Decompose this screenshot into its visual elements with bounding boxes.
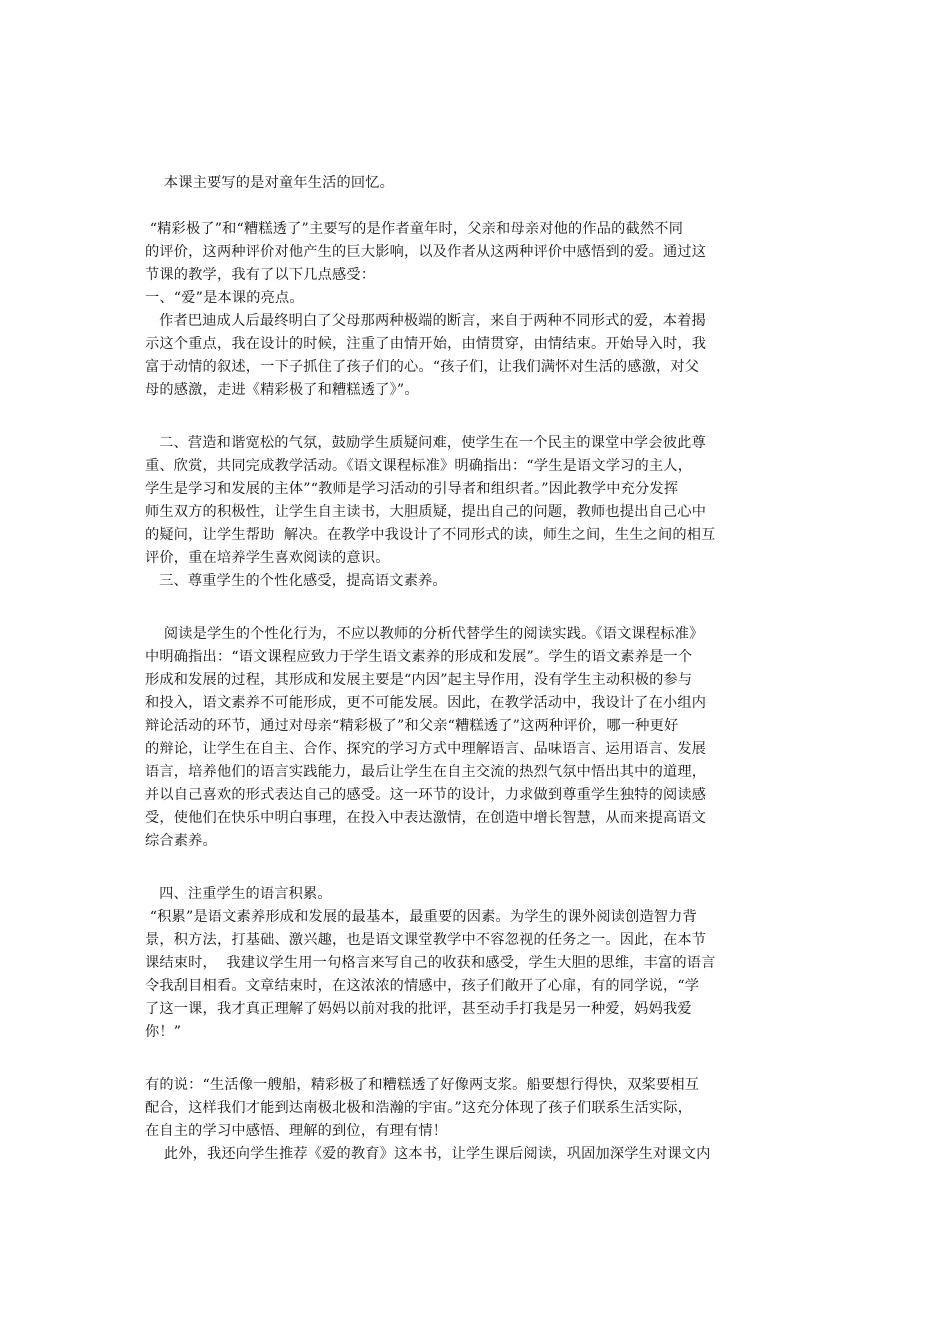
text-line: 的疑问，让学生帮助 解决。在教学中我设计了不同形式的读，师生之间，生生之间的相互 bbox=[145, 527, 716, 543]
text-line: 重、欣赏，共同完成教学活动。《语文课程标准》明确指出：“学生是语文学习的主人， bbox=[145, 458, 693, 474]
text-line: 作者巴迪成人后最终明白了父母那两种极端的断言，来自于两种不同形式的爱，本着揭 bbox=[145, 313, 706, 329]
text-line: 评价，重在培养学生喜欢阅读的意识。 bbox=[145, 550, 390, 566]
section-1-heading bbox=[145, 287, 810, 310]
paragraph-gap bbox=[145, 402, 810, 432]
quote-paragraph bbox=[145, 1074, 810, 1143]
text-line: 的辩论，让学生在自主、合作、探究的学习方式中理解语言、品味语言、运用语言、发展 bbox=[145, 741, 707, 757]
text-line: 和投入，语文素养不可能形成，更不可能发展。因此，在教学活动中，我设计了在小组内 bbox=[145, 695, 707, 711]
section-1-body bbox=[145, 310, 810, 402]
section-3-body bbox=[145, 623, 810, 853]
section-3-heading bbox=[145, 570, 810, 593]
section-4-body bbox=[145, 906, 810, 1044]
intro-paragraph bbox=[145, 172, 810, 195]
text-line: 有的说：“生活像一艘船，精彩极了和糟糕透了好像两支浆。船要想行得快，双桨要相互 bbox=[145, 1077, 700, 1093]
text-line: 阅读是学生的个性化行为，不应以教师的分析代替学生的阅读实践。《语文课程标准》 bbox=[145, 626, 704, 642]
text-line: 节课的教学，我有了以下几点感受： bbox=[145, 267, 376, 283]
paragraph-gap bbox=[145, 195, 810, 218]
text-line: 四、注重学生的语言积累。 bbox=[145, 886, 332, 902]
text-line: 在自主的学习中感悟、理解的到位，有理有情！ bbox=[145, 1123, 448, 1139]
text-line: 了这一课，我才真正理解了妈妈以前对我的批评，甚至动手打我是另一种爱，妈妈我爱 bbox=[145, 1001, 692, 1017]
text-line: 此外，我还向学生推荐《爱的教育》这本书，让学生课后阅读，巩固加深学生对课文内 bbox=[145, 1146, 711, 1162]
text-line: 景，积方法，打基础、激兴趣，也是语文课堂教学中不容忽视的任务之一。因此，在本节 bbox=[145, 932, 707, 948]
text-line: 综合素养。 bbox=[145, 833, 217, 849]
document-body bbox=[145, 172, 810, 1166]
text-line: 形成和发展的过程，其形成和发展主要是“内因”起主导作用，没有学生主动积极的参与 bbox=[145, 672, 693, 688]
paragraph-gap bbox=[145, 593, 810, 623]
paragraph-evaluation-summary bbox=[145, 218, 810, 287]
text-line: 一、“爱”是本课的亮点。 bbox=[145, 290, 304, 306]
text-line: “积累”是语文素养形成和发展的最基本，最重要的因素。为学生的课外阅读创造智力背 bbox=[145, 909, 697, 925]
text-line: 受，使他们在快乐中明白事理，在投入中表达激情，在创造中增长智慧，从而来提高语文 bbox=[145, 810, 707, 826]
text-line: 师生双方的积极性，让学生自主读书，大胆质疑，提出自己的问题，教师也提出自己心中 bbox=[145, 504, 707, 520]
text-line: 本课主要写的是对童年生活的回忆。 bbox=[145, 175, 395, 191]
text-line: 的评价，这两种评价对他产生的巨大影响，以及作者从这两种评价中感悟到的爱。通过这 bbox=[145, 244, 707, 260]
text-line: 并以自己喜欢的形式表达自己的感受。这一环节的设计，力求做到尊重学生独特的阅读感 bbox=[145, 787, 707, 803]
closing-paragraph bbox=[145, 1143, 810, 1166]
paragraph-gap bbox=[145, 1044, 810, 1074]
text-line: 二、营造和谐宽松的气氛，鼓励学生质疑问难，使学生在一个民主的课堂中学会彼此尊 bbox=[145, 435, 706, 451]
section-4-heading bbox=[145, 883, 810, 906]
paragraph-gap bbox=[145, 853, 810, 883]
text-line: 令我刮目相看。文章结束时，在这浓浓的情感中，孩子们敞开了心扉，有的同学说，“学 bbox=[145, 978, 700, 994]
text-line: 中明确指出：“语文课程应致力于学生语文素养的形成和发展”。学生的语文素养是一个 bbox=[145, 649, 693, 665]
text-line: 富于动情的叙述，一下子抓住了孩子们的心。“孩子们，让我们满怀对生活的感激，对父 bbox=[145, 359, 700, 375]
text-line: 课结束时， 我建议学生用一句格言来写自己的收获和感受，学生大胆的思维，丰富的语言 bbox=[145, 955, 716, 971]
text-line: 示这个重点，我在设计的时候，注重了由情开始，由情贯穿，由情结束。开始导入时，我 bbox=[145, 336, 707, 352]
text-line: 三、尊重学生的个性化感受，提高语文素养。 bbox=[145, 573, 447, 589]
text-line: 你！” bbox=[145, 1024, 182, 1040]
section-2-body bbox=[145, 432, 810, 570]
text-line: 母的感激，走进《精彩极了和糟糕透了》”。 bbox=[145, 382, 419, 398]
text-line: 学生是学习和发展的主体”“教师是学习活动的引导者和组织者。”因此教学中充分发挥 bbox=[145, 481, 679, 497]
text-line: 配合，这样我们才能到达南极北极和浩瀚的宇宙。”这充分体现了孩子们联系生活实际， bbox=[145, 1100, 693, 1116]
text-line: “精彩极了”和“糟糕透了”主要写的是作者童年时，父亲和母亲对他的作品的截然不同 bbox=[145, 221, 684, 237]
text-line: 辩论活动的环节，通过对母亲“精彩极了”和父亲“糟糕透了”这两种评价，哪一种更好 bbox=[145, 718, 679, 734]
text-line: 语言，培养他们的语言实践能力，最后让学生在自主交流的热烈气氛中悟出其中的道理， bbox=[145, 764, 707, 780]
